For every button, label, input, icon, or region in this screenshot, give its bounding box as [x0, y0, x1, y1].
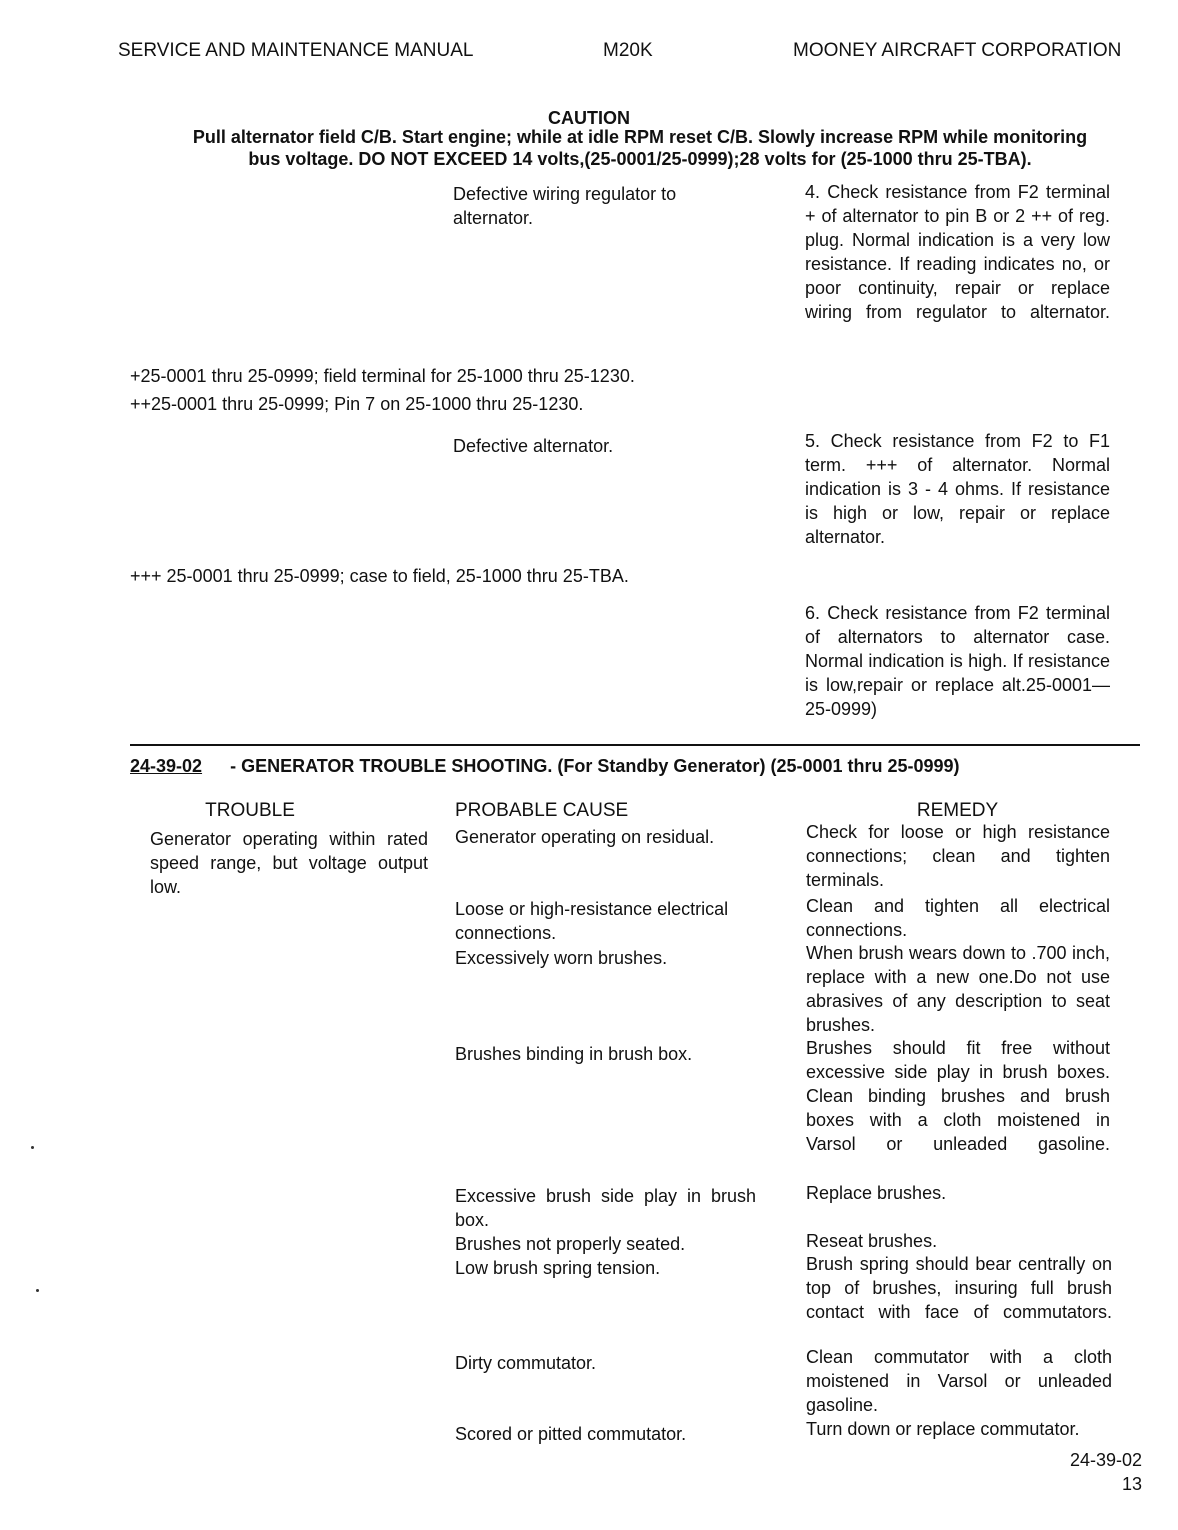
remedy-row-6: Reseat brushes.: [806, 1231, 938, 1251]
remedy-step-4: 4. Check resistance from F2 terminal + of alternator to pin B or 2 ++ of reg. plug. Normal indication is a very low resistance. If reading indicates no, or poor continuity, repair or replace wiring from regulator to alternator.: [805, 182, 1110, 322]
footer-section-number: 24-39-02: [1069, 1450, 1142, 1470]
cause-row-6: Brushes not properly seated.: [455, 1234, 686, 1254]
footnote-double-plus: ++25-0001 thru 25-0999; Pin 7 on 25-1000 thru 25-1230.: [130, 394, 584, 414]
cause-row-4: Brushes binding in brush box.: [455, 1044, 693, 1064]
section-heading: [130, 756, 960, 777]
remedy-row-5: Replace brushes.: [806, 1183, 947, 1203]
section-number: 24-39-02: [130, 756, 203, 776]
cause-row-1: Generator operating on residual.: [455, 827, 715, 847]
remedy-row-8: Clean commutator with a cloth moistened in Varsol or unleaded gasoline.: [806, 1347, 1112, 1415]
caution-title: CAUTION: [548, 108, 630, 128]
cause-row-2: Loose or high-resistance electrical connections.: [455, 899, 729, 943]
column-header-probable-cause: PROBABLE CAUSE: [455, 800, 629, 821]
cause-row-5: Excessive brush side play in brush box.: [455, 1186, 756, 1230]
header-model: M20K: [603, 40, 653, 61]
remedy-step-5: 5. Check resistance from F2 to F1 term. +++ of alternator. Normal indication is 3 - 4 ohms. If resistance is high or low, repair or replace alternator.: [805, 431, 1110, 547]
remedy-row-7: Brush spring should bear centrally on top of brushes, insuring full brush contact with face of commutators.: [806, 1254, 1112, 1322]
remedy-row-2: Clean and tighten all electrical connections.: [806, 896, 1110, 940]
section-divider: [130, 744, 1140, 746]
scan-speck: [31, 1146, 34, 1149]
cause-defective-wiring: Defective wiring regulator to alternator.: [453, 184, 677, 228]
remedy-row-4: Brushes should fit free without excessive side play in brush boxes. Clean binding brushes and brush boxes with a cloth moistened in Varsol or unleaded gasoline.: [806, 1038, 1110, 1154]
remedy-step-6: 6. Check resistance from F2 terminal of alternators to alternator case. Normal indication is high. If resistance is low,repair or replace alt.25-0001—25-0999): [805, 603, 1110, 719]
cause-row-9: Scored or pitted commutator.: [455, 1424, 687, 1444]
cause-row-3: Excessively worn brushes.: [455, 948, 668, 968]
header-company: MOONEY AIRCRAFT CORPORATION: [793, 40, 1122, 61]
cause-row-8: Dirty commutator.: [455, 1353, 597, 1373]
column-header-trouble: TROUBLE: [205, 800, 295, 821]
section-title: - GENERATOR TROUBLE SHOOTING. (For Standby Generator) (25-0001 thru 25-0999): [230, 756, 960, 776]
remedy-row-3: When brush wears down to .700 inch, replace with a new one.Do not use abrasives of any description to seat brushes.: [806, 943, 1110, 1035]
remedy-row-9: Turn down or replace commutator.: [806, 1419, 1080, 1439]
trouble-description: Generator operating within rated speed range, but voltage output low.: [150, 829, 428, 897]
column-header-remedy: REMEDY: [916, 800, 999, 821]
cause-defective-alternator: Defective alternator.: [453, 436, 614, 456]
scan-speck: [36, 1289, 39, 1292]
footnote-plus: +25-0001 thru 25-0999; field terminal for 25-1000 thru 25-1230.: [130, 366, 635, 386]
cause-row-7: Low brush spring tension.: [455, 1258, 661, 1278]
footnote-triple-plus: +++ 25-0001 thru 25-0999; case to field, 25-1000 thru 25-TBA.: [130, 566, 629, 586]
remedy-row-1: Check for loose or high resistance connections; clean and tighten terminals.: [806, 822, 1110, 890]
footer-page-number: 13: [1121, 1474, 1142, 1494]
caution-text: Pull alternator field C/B. Start engine; while at idle RPM reset C/B. Slowly increase RPM while monitoring bus voltage. DO NOT EXCEED 14 volts,(25-0001/25-0999);28 volts for (25-1000 thru 25-TBA).: [192, 127, 1088, 169]
header-manual-title: SERVICE AND MAINTENANCE MANUAL: [118, 40, 474, 61]
